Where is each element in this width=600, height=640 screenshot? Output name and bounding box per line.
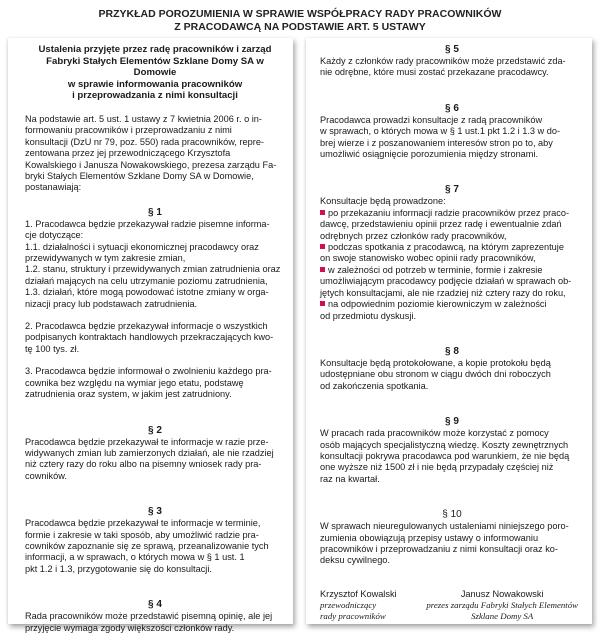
- bullet-item: [320, 265, 584, 299]
- bullet-text: w zależności od potrzeb w terminie, formie i zakresie umożliwiającym pracodawcy podjęcie działań w sprawach ob- jętych konsultacjami, ale nie rzadziej niż cztery razy do roku,: [320, 264, 572, 298]
- heading-line: Ustalenia przyjęte przez radę pracowników i zarząd: [38, 44, 272, 55]
- signatory-role: Szklane Domy SA: [471, 610, 534, 621]
- section-3-label: § 3: [148, 506, 162, 518]
- section-9-label: § 9: [445, 416, 459, 428]
- title-line-1: PRZYKŁAD POROZUMIENIA W SPRAWIE WSPÓŁPRACY RADY PRACOWNIKÓW: [98, 8, 502, 20]
- section-9-text: W pracach rada pracowników może korzystać z pomocy osób mających specjalistyczną wiedzę. Koszty zewnętrznych konsultacji pokrywa pracodawca pod warunkiem, że nie będą one wyższe niż 1500 zł i nie będą przypadały częściej niż raz na kwartał.: [320, 428, 570, 484]
- signatory-role: przewodniczący: [320, 599, 377, 610]
- bullet-square-icon: [320, 210, 325, 215]
- section-1-point-2: 2. Pracodawca będzie przekazywał informacje o wszystkich podpisanych kontraktach handlowych przekraczających kwo- tę 100 tys. zł.: [25, 321, 274, 354]
- left-panel: [8, 38, 293, 633]
- section-10-text: W sprawach nieuregulowanych ustaleniami niniejszego poro- zumienia obowiązują przepisy ustawy o informowaniu pracowników i przeprowadzaniu z nimi konsultacji oraz ko- deksu cywilnego.: [320, 521, 569, 566]
- signature-block: [320, 589, 584, 622]
- section-3-text: Pracodawca będzie przekazywał te informacje w terminie, formie i zakresie w taki sposób, aby umożliwić radzie pra- cowników zapoznanie się ze sprawą, przeanalizowanie tych informacji, a w sprawach, o których mowa w § 1 ust. 1 pkt 1.2 i 1.3, przygotowanie się do konsultacji.: [25, 518, 269, 574]
- right-panel: [306, 38, 592, 624]
- section-2-label: § 2: [148, 424, 162, 436]
- bullet-square-icon: [320, 267, 325, 272]
- signatory-name: Krzysztof Kowalski: [320, 588, 397, 599]
- section-1-point-3: 3. Pracodawca będzie informował o zwolnieniu każdego pra- cownika bez względu na wymiar jego etatu, podstawę zatrudnienia oraz system, w jakim jest zatrudniony.: [25, 366, 272, 400]
- heading-line: w sprawie informowania pracowników: [67, 78, 243, 90]
- section-8-label: § 8: [445, 345, 459, 357]
- section-10-label: § 10: [442, 509, 462, 521]
- bullet-square-icon: [320, 244, 325, 249]
- section-4-text: Rada pracowników może przedstawić pisemną opinię, ale jej przyjęcie wymaga zgody większości członków rady.: [25, 611, 273, 633]
- section-5-text: Każdy z członków rady pracowników może przedstawić zda- nie odrębne, które musi zostać przekazane pracodawcy.: [320, 56, 566, 78]
- title-line-2: Z PRACODAWCĄ NA PODSTAWIE ART. 5 USTAWY: [174, 21, 426, 33]
- section-4-label: § 4: [148, 599, 162, 611]
- bullet-item: [320, 299, 584, 322]
- bullet-text: po przekazaniu informacji radzie pracowników przez praco- dawcę, przedstawieniu opinii przez radę i ewentualnie zdań odrębnych przez członków rady pracowników,: [320, 207, 570, 241]
- signature-left: [320, 589, 397, 622]
- document-title: [0, 8, 600, 34]
- bullet-text: podczas spotkania z pracodawcą, na którym zaprezentuje on swoje stanowisko wobec opinii rady pracowników,: [320, 242, 564, 264]
- bullet-text: na odpowiednim poziomie kierowniczym w zależności od przedmiotu dyskusji.: [320, 299, 547, 321]
- bullet-square-icon: [320, 301, 325, 306]
- section-6-text: Pracodawca prowadzi konsultacje z radą pracowników w sprawach, o których mowa w § 1 ust.1 pkt 1.2 i 1.3 w do- brej wierze i z poszanowaniem interesów stron po to, aby umożliwić osiągnięcie porozumienia między stronami.: [320, 114, 561, 160]
- signature-right: [426, 589, 578, 622]
- bullet-item: [320, 208, 584, 242]
- section-7-label: § 7: [445, 184, 459, 196]
- section-8-text: Konsultacje będą protokołowane, a kopie protokołu będą udostępniane obu stronom w ciągu dwóch dni roboczych od zakończenia spotkania.: [320, 357, 551, 391]
- agreement-heading: [25, 44, 285, 102]
- intro-paragraph: Na podstawie art. 5 ust. 1 ustawy z 7 kwietnia 2006 r. o in- formowaniu pracowników i przeprowadzaniu z nimi konsultacji (DzU nr 79, poz. 550) rada pracowników, repre- zentowana przez jej przewodniczącego Krzysztofa Kowalskiego i Janusza Nowakowskiego, prezesa zarządu Fa- bryki Stałych Elementów Szklane Domy SA w Domowie, postanawiają:: [25, 113, 277, 193]
- section-7-intro: Konsultacje będą prowadzone:: [320, 196, 446, 207]
- section-1-point-1: 1. Pracodawca będzie przekazywał radzie pisemne informa- cje dotyczące: 1.1. działalności i sytuacji ekonomicznej pracodawcy oraz przewidywanych w tym zakresie zmian, 1.2. stanu, struktury i przewidywanych zmian zatrudnienia oraz działań mających na celu utrzymanie poziomu zatrudnienia, 1.3. działań, które mogą powodować istotne zmiany w orga- nizacji pracy lub podstawach zatrudnienia.: [25, 218, 281, 309]
- heading-line: Fabryki Stałych Elementów Szklane Domy SA w Domowie: [46, 55, 264, 79]
- section-7-bullet-list: [320, 208, 584, 322]
- heading-line: i przeprowadzania z nimi konsultacji: [72, 90, 238, 102]
- section-6-label: § 6: [445, 102, 459, 114]
- signatory-role: rady pracowników: [320, 610, 386, 621]
- section-1-label: § 1: [148, 206, 162, 218]
- bullet-item: [320, 242, 584, 265]
- section-5-label: § 5: [445, 44, 459, 55]
- section-2-text: Pracodawca będzie przekazywał te informacje w razie prze- widywanych zmian lub zamierzonych działań, ale nie rzadziej niż cztery razy do roku albo na pisemny wniosek rady pra- cowników.: [25, 436, 274, 481]
- signatory-name: Janusz Nowakowski: [460, 588, 544, 599]
- signatory-role: prezes zarządu Fabryki Stałych Elementów: [426, 599, 578, 610]
